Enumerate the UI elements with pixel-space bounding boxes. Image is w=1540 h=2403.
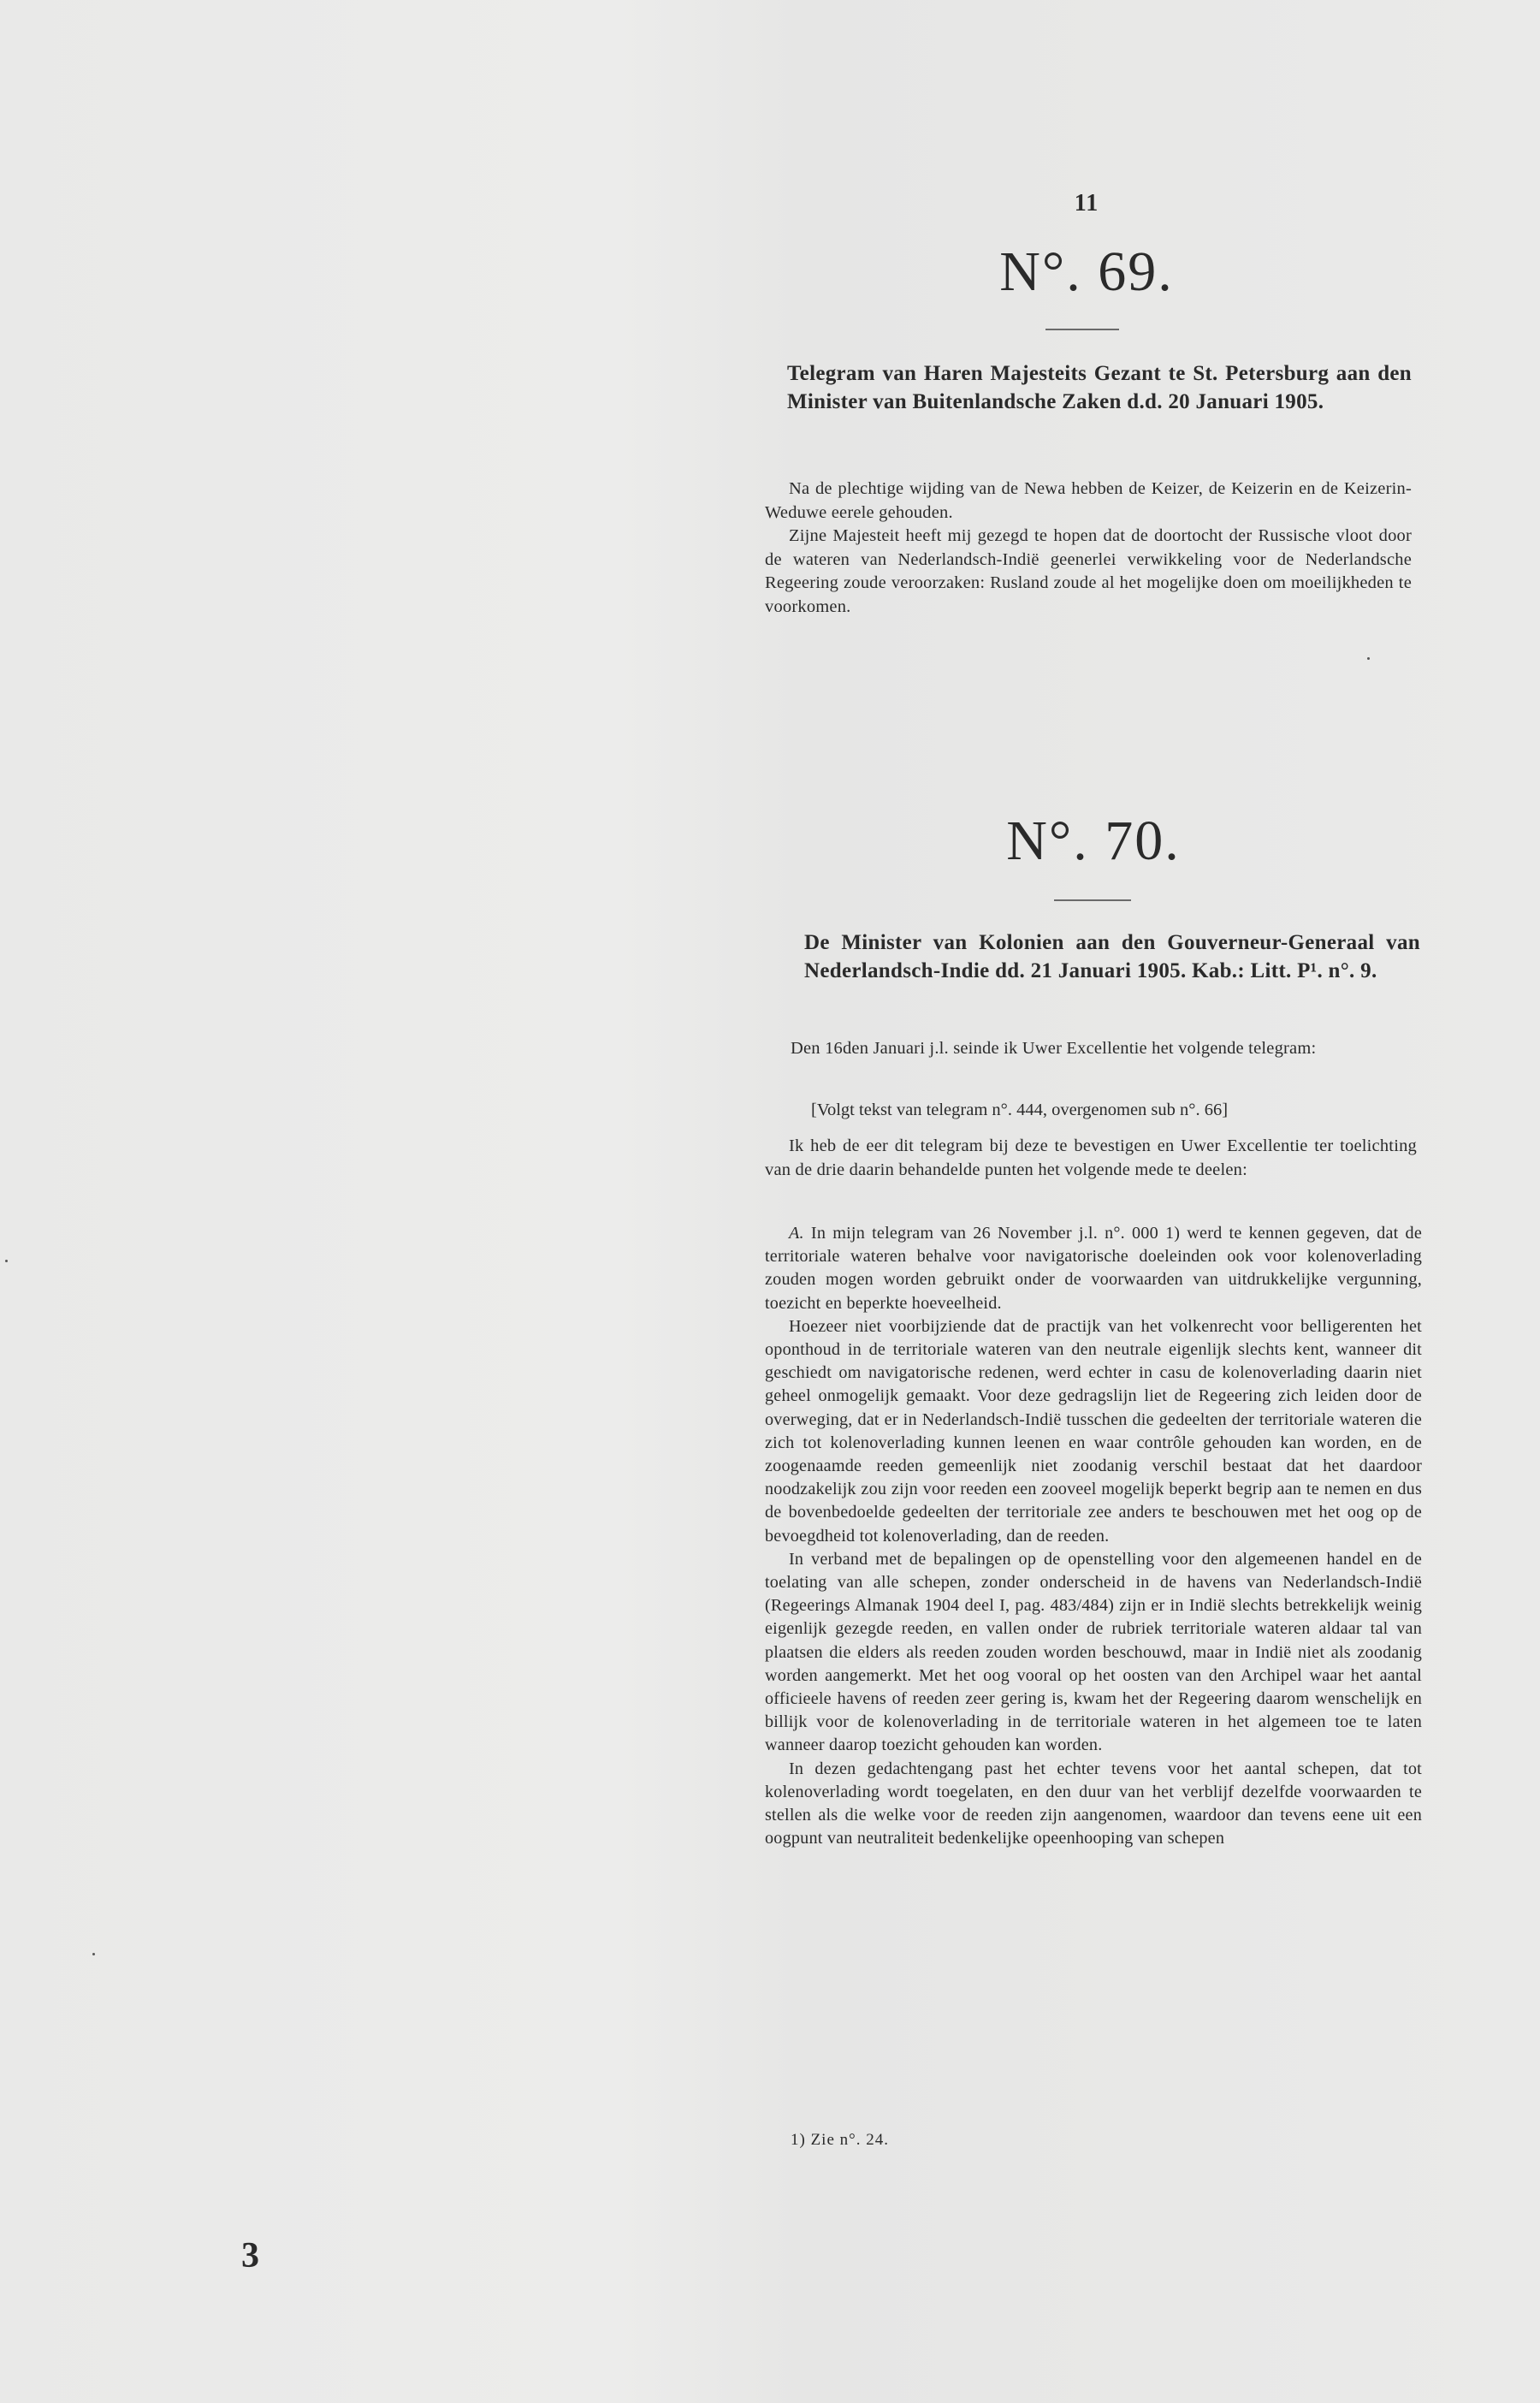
paragraph: Den 16den Januari j.l. seinde ik Uwer Excellentie het volgende telegram:	[791, 1039, 1317, 1058]
page-number: 11	[1074, 190, 1099, 217]
paragraph: In verband met de bepalingen op de openstelling voor den algemeenen handel en de toelating van alle schepen, zonder onderscheid in de havens van Nederlandsch-Indië (Regeerings Almanak 1904 deel I, pag. 483/484) zijn er in Indië slechts betrekkelijk weinig eigenlijk gezegde reeden, en vallen onder de rubriek territoriale wateren aldaar tal van plaatsen die elders als reeden zouden worden beschouwd, maar in Indië niet als zoodanig worden aangemerkt. Met het oog vooral op het oosten van den Archipel waar het aantal officieele havens of reeden zeer gering is, kwam het der Regeering daarom wenschelijk en billijk voor de kolenoverlading in de territoriale wateren in het algemeen toe te laten wanneer daarop toezicht gehouden kan worden.	[765, 1549, 1422, 1755]
document-body-70	[765, 1222, 1422, 1850]
scan-speck	[1367, 657, 1370, 660]
paragraph: Ik heb de eer dit telegram bij deze te bevestigen en Uwer Excellentie ter toelichting van de drie daarin behandelde punten het volgende mede te deelen:	[765, 1136, 1417, 1179]
document-body-69	[765, 478, 1412, 620]
document-heading-70: De Minister van Kolonien aan den Gouverneur-Generaal van Nederlandsch-Indie dd. 21 Januari 1905. Kab.: Litt. P¹. n°. 9.	[804, 931, 1420, 982]
section-a-text: In mijn telegram van 26 November j.l. n°. 000 1) werd te kennen gegeven, dat de territoriale wateren behalve voor navigatorische doeleinden ook voor kolenoverlading zouden mogen worden gebruikt onder de voorwaarden van uitdrukkelijke vergunning, toezicht en beperkte hoeveelheid.	[765, 1224, 1423, 1313]
separator-rule	[1045, 329, 1119, 330]
document-intro-70	[765, 1037, 1417, 1061]
separator-rule	[1054, 899, 1131, 901]
sheet-signature-mark: 3	[241, 2236, 259, 2275]
paragraph: Zijne Majesteit heeft mij gezegd te hopen dat de doortocht der Russische vloot door de wateren van Nederlandsch-Indië geenerlei verwikkeling voor de Nederlandsche Regeering zoude veroorzaken: Rusland zoude al het mogelijke doen om moeilijkheden te voorkomen.	[765, 526, 1412, 616]
scan-speck	[5, 1260, 8, 1262]
scan-speck	[92, 1953, 95, 1955]
paragraph: Na de plechtige wijding van de Newa hebben de Keizer, de Keizerin en de Keizerin-Weduwe eerele gehouden.	[765, 479, 1412, 522]
telegram-reference: [Volgt tekst van telegram n°. 444, overgenomen sub n°. 66]	[811, 1101, 1229, 1119]
document-paragraph-70	[765, 1135, 1417, 1182]
section-a-paragraph	[765, 1222, 1422, 1315]
paragraph: In dezen gedachtengang past het echter tevens voor het aantal schepen, dat tot kolenoverlading wordt toegelaten, en den duur van het verblijf dezelfde voorwaarden te stellen als die welke voor de reeden zijn aangenomen, waardoor dan tevens eene uit een oogpunt van neutraliteit bedenkelijke opeenhooping van schepen	[765, 1759, 1422, 1848]
footnote: 1) Zie n°. 24.	[791, 2131, 889, 2149]
paragraph: Hoezeer niet voorbijziende dat de practijk van het volkenrecht voor belligerenten het oponthoud in de territoriale wateren van den neutrale eigenlijk slechts kent, wanneer dit geschiedt om navigatorische redenen, werd echter in casu de kolenoverlading daarin niet geheel onmogelijk gemaakt. Voor deze gedragslijn liet de Regeering zich leiden door de overweging, dat er in Nederlandsch-Indië tusschen die gedeelten der territoriale wateren die zich tot kolenoverlading kunnen leenen en waar contrôle gehouden kan worden, en de zoogenaamde reeden gemeenlijk niet zoodanig verschil bestaat dat het daardoor noodzakelijk zou zijn voor reeden een zooveel mogelijk beperkt begrip aan te nemen en dus de bovenbedoelde gedeelten der territoriale zee anders te beschouwen met het oog op de bevoegdheid tot kolenoverlading, dan de reeden.	[765, 1316, 1422, 1546]
document-number-69: N°. 69.	[999, 240, 1174, 303]
section-letter: A.	[789, 1224, 804, 1243]
document-heading-69: Telegram van Haren Majesteits Gezant te St. Petersburg aan den Minister van Buitenlandsche Zaken d.d. 20 Januari 1905.	[787, 362, 1412, 413]
document-number-70: N°. 70.	[1006, 810, 1181, 872]
